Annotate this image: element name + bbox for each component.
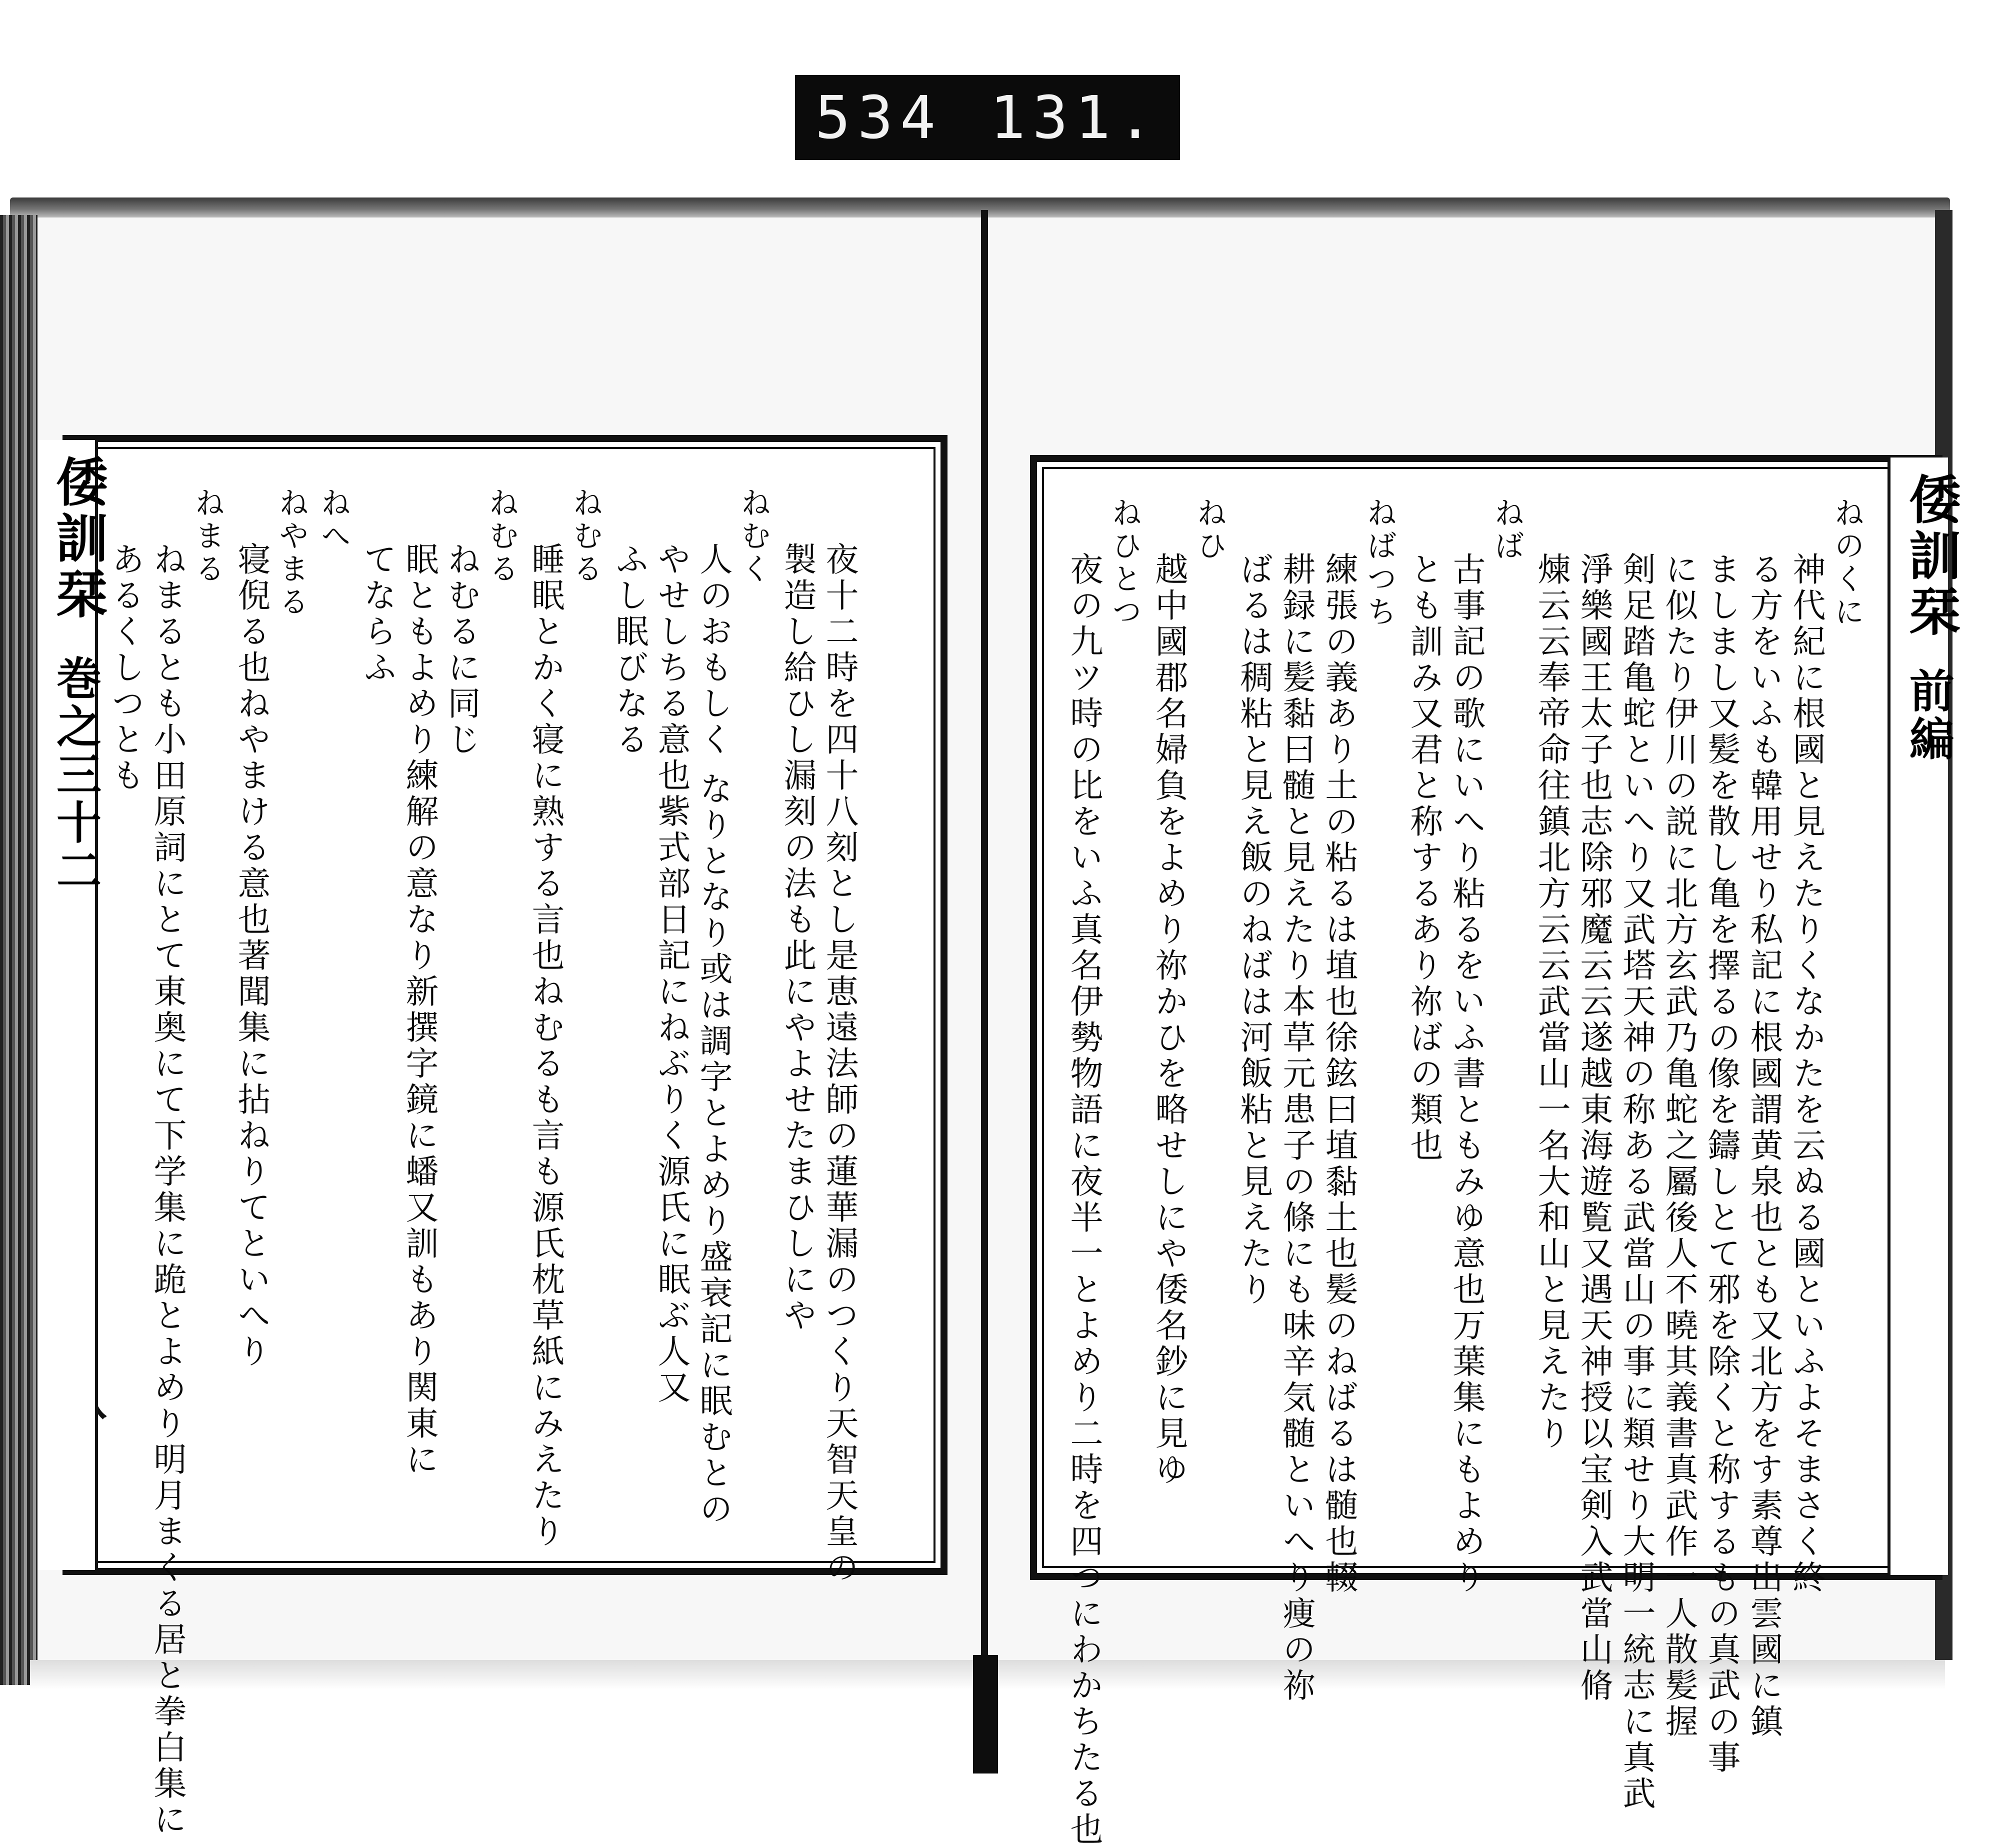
right-page-column: 古事記の歌にいへり粘るをいふ書ともみゆ意也万葉集にもよめり [1447,552,1486,1596]
gutter-tab [973,1655,998,1774]
left-book-edge [0,215,38,1685]
right-page-column: ましまし又髪を散し亀を擇るの像を鑄しとて邪を除くと称するもの真武の事 [1702,552,1740,1776]
right-page-column: ねば [1490,497,1524,563]
right-page-column: 練張の義あり土の粘るは埴也徐鉉曰埴黏土也髪のねばるは髄也輟 [1320,552,1358,1596]
left-page-column: やせしちる意也紫式部日記にねぶりく源氏に眠ぶ人又 [652,542,690,1406]
right-page-column: ねひとつ [1107,497,1142,629]
left-header-volume: 巻之三十二 [48,655,102,895]
right-page-column: 剣足踏亀蛇といへり又武塔天神の称ある武當山の事に類せり大明一統志に真武 [1617,552,1656,1812]
right-page-column: 越中國郡名婦負をよめり祢かひを略せしにや倭名鈔に見ゆ [1150,552,1188,1488]
left-page-column: ねむる [568,487,603,586]
left-page-column: 製造し給ひし漏刻の法も此にやよせたまひしにや [778,542,816,1334]
left-page-header [38,440,108,1570]
left-page-column: 夜十二時を四十八刻とし是恵遠法師の蓮華漏のつくり天智天皇の [820,542,858,1586]
left-page-column: 睡眠とかく寝に熟する言也ねむるも言も源氏枕草紙にみえたり [526,542,564,1550]
left-page-column: ねへ [316,487,351,553]
right-page-column: 夜の九ツ時の比をいふ真名伊勢物語に夜半一とよめり二時を四つにわかちたる也 [1064,552,1103,1848]
right-page-column: ねのくに [1830,497,1864,629]
right-header-volume: 前編 [1902,668,1954,764]
left-page-column: 寝倪る也ねやまける意也著聞集に拈ねりてといへり [232,542,270,1370]
label-left-number: 534 [815,83,943,152]
left-page-column: ねむく [736,487,771,586]
left-header-title: 倭訓栞 [47,455,108,623]
left-page-column: 人のおもしく なりとなり或は調字とよめり盛衰記に眠むとの [694,542,732,1528]
archive-label [795,75,1180,160]
right-page-column: 煉云云奉帝命往鎮北方云云武當山一名大和山と見えたり [1532,552,1570,1452]
left-page-column: てならふ [358,542,396,686]
book-top-edge [10,198,1950,218]
right-page-column: 神代紀に根國と見えたりくなかたを云ぬる國といふよそまさく終 [1787,552,1826,1596]
right-page-column: とも訓み又君と称するあり祢ばの類也 [1404,552,1443,1164]
left-page-column: ねまる [190,487,225,586]
left-page-column: 眠ともよめり練解の意なり新撰字鏡に蟠又訓もあり関東に [400,542,438,1478]
right-page-column: 淨樂國王太子也志除邪魔云云遂越東海遊覧又遇天神授以宝剣入武當山脩 [1574,552,1613,1704]
label-right-number: 131. [990,83,1160,152]
right-page-column: 耕録に髪黏曰髄と見えたり本草元患子の條にも味辛気髄といへり痩の祢 [1277,552,1316,1704]
left-page-column: あるくしつとも [106,542,144,794]
right-page-column: ねひ [1192,497,1227,563]
right-header-title: 倭訓栞 [1900,472,1962,640]
right-page-header [1888,458,1962,1575]
left-page-column: ねむるに同じ [442,542,480,758]
left-page-column: ふし眠びなる [610,542,648,758]
right-page-frame [1030,455,1942,1848]
left-page-frame [62,435,948,1838]
right-page-column: ねばつち [1362,497,1397,629]
left-page-column: ねやまる [274,487,309,619]
right-page-column: に似たり伊川の説に北方玄武乃亀蛇之屬後人不曉其義書真武作一人散髪握 [1660,552,1698,1740]
center-gutter [981,210,988,1690]
right-page-column: る方をいふも韓用せり私記に根國謂黄泉也とも又北方をす素尊出雲國に鎮 [1744,552,1783,1740]
left-page-column: ねむる [484,487,519,586]
left-page-column: ねまるとも小田原詞にとて東奥にて下学集に跪とよめり明月まくる居と拳白集に [148,542,186,1838]
right-page-column: ばるは稠粘と見え飯のねばは河飯粘と見えたり [1234,552,1273,1308]
